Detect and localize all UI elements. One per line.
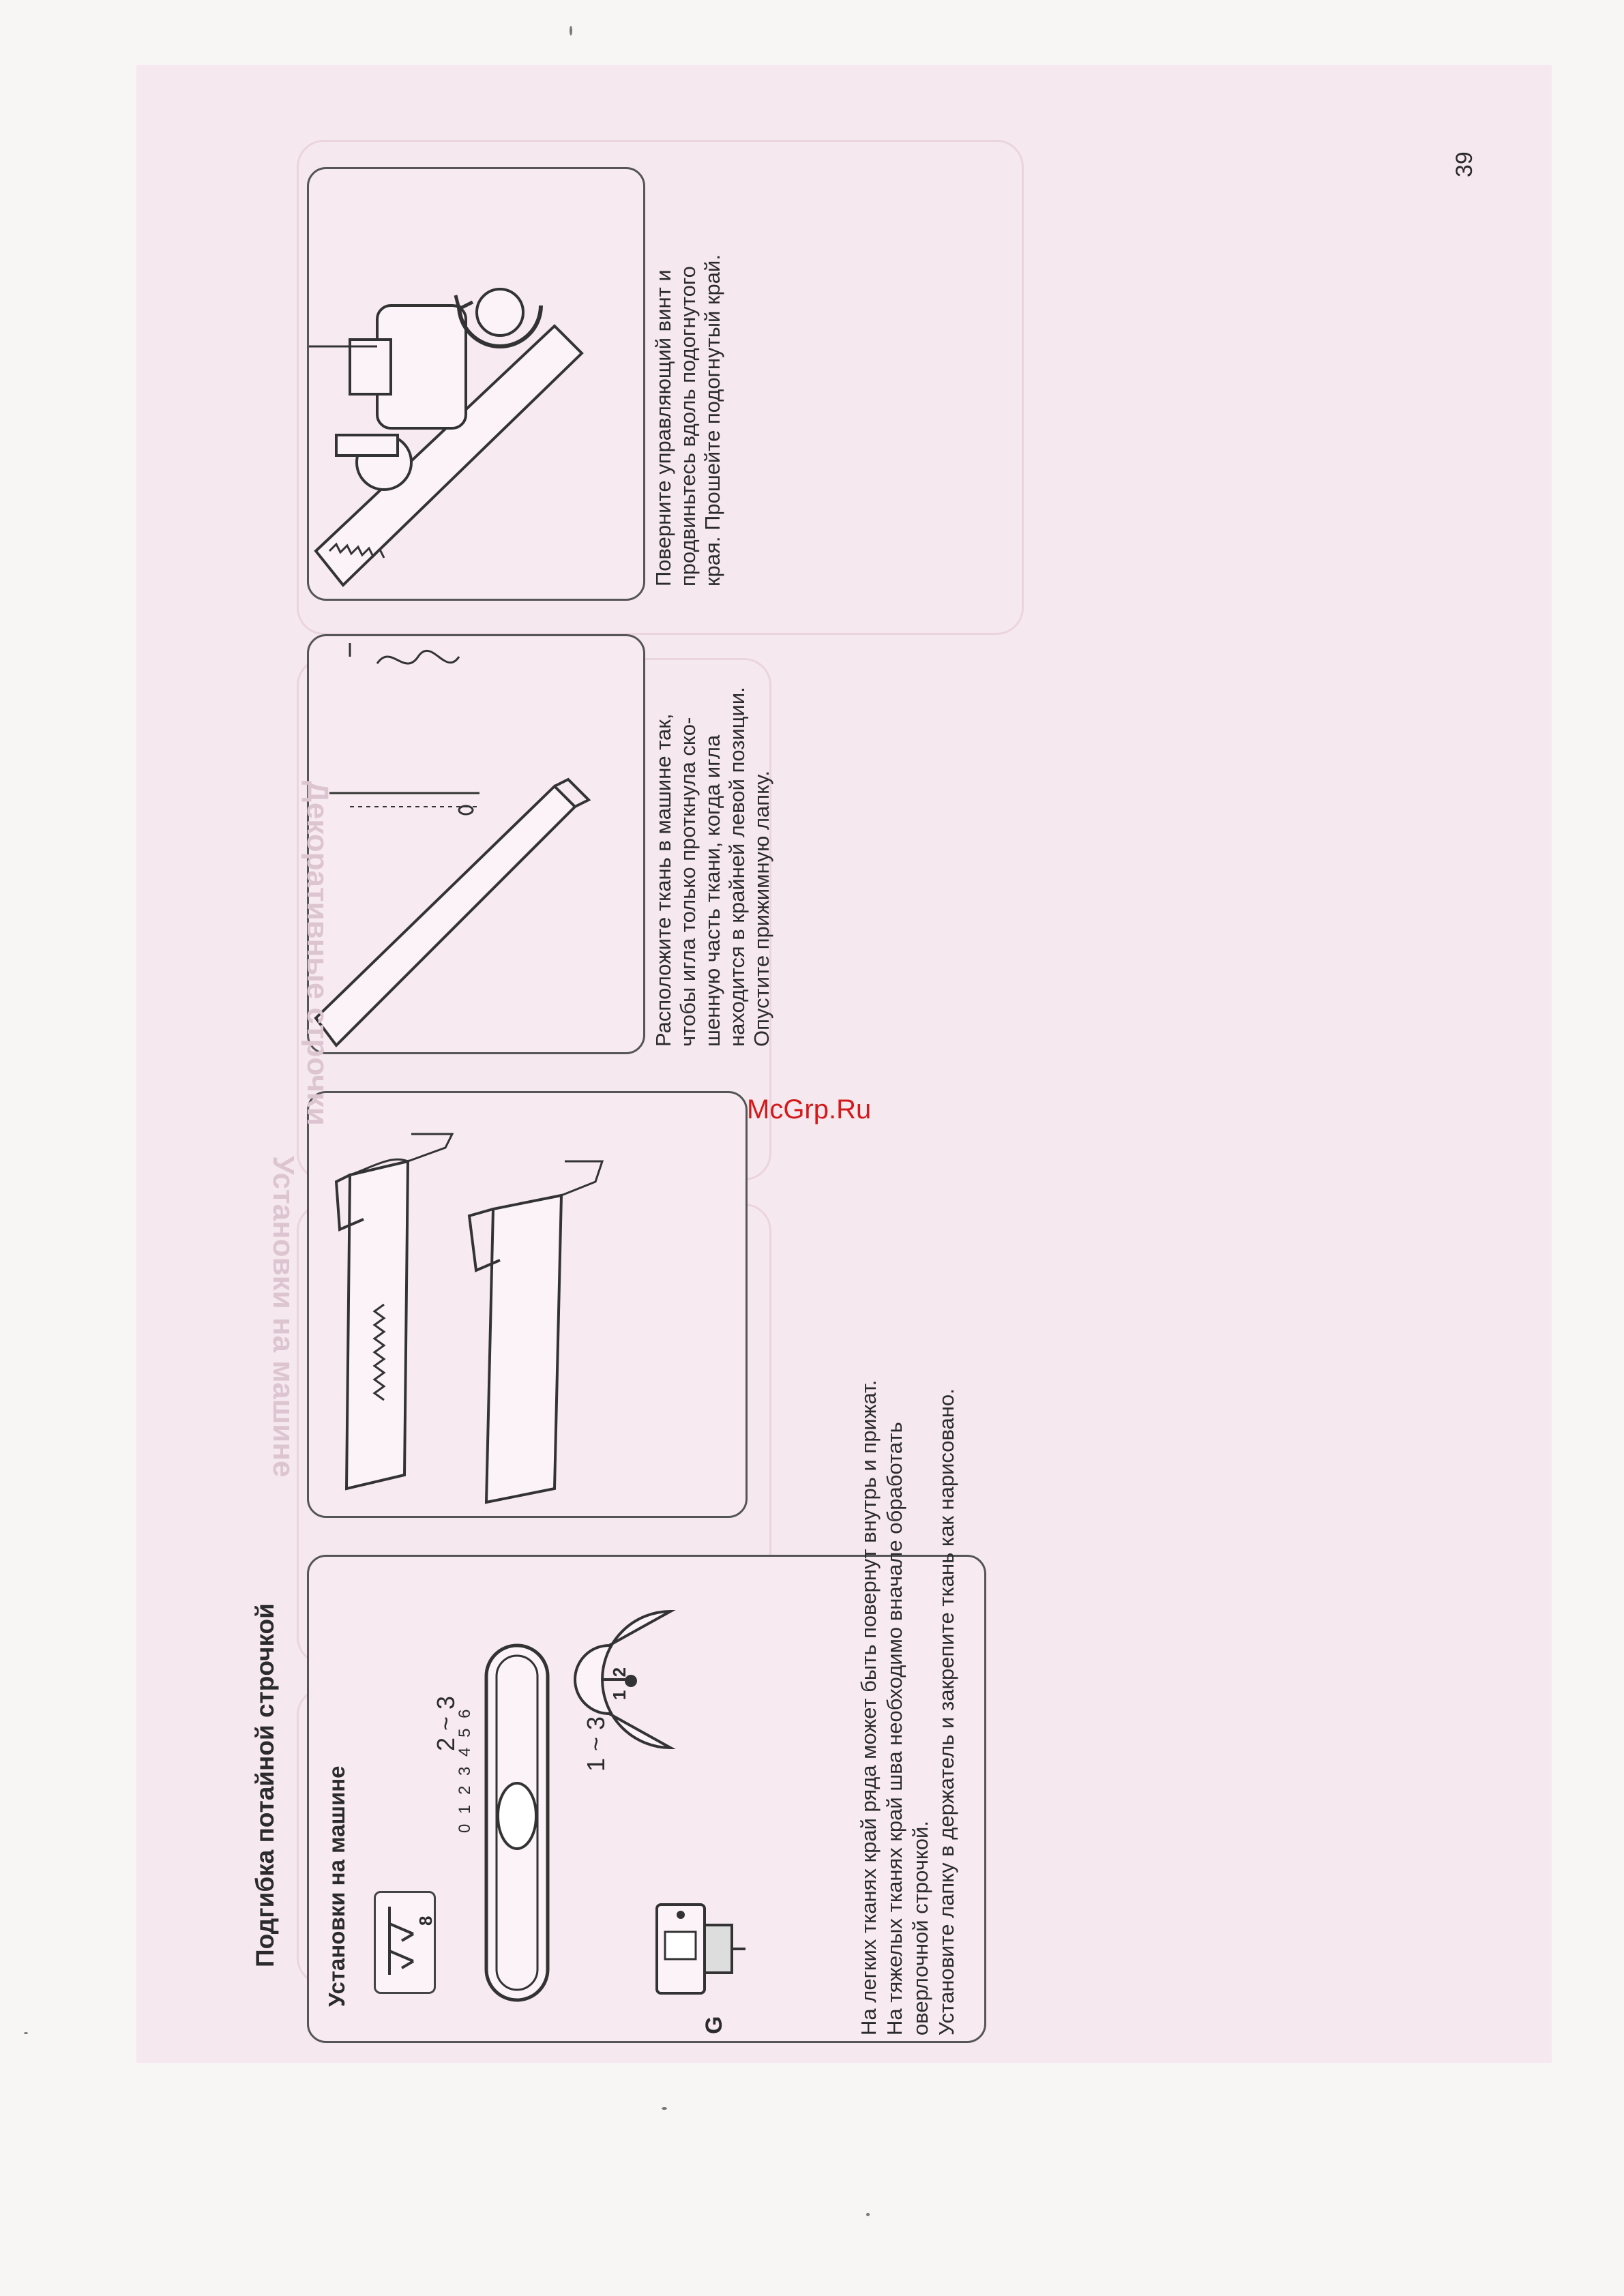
presser-foot-g-icon [650, 1891, 745, 2007]
stitch-width-dial[interactable] [479, 1645, 555, 2000]
fabric-under-needle-illustration [309, 636, 643, 1052]
stitch-number: 8 [415, 1915, 436, 1926]
page-title: Подгибка потайной строчкой [251, 1603, 279, 1967]
scan-speck [662, 2107, 667, 2110]
stitch-length-scale: 1 2 [609, 1663, 630, 1700]
page-number: 39 [1451, 151, 1477, 177]
folded-fabric-illustration [309, 1093, 745, 1516]
scan-speck [570, 26, 572, 35]
step-2-caption: Расположите ткань в машине так, чтобы игла только проткнула ско- шенную часть ткани, когда игла находится в крайней левой позиции. Опустите прижимную лапку. [651, 687, 773, 1047]
settings-heading: Установки на машине [324, 1765, 349, 2007]
guide-screw-illustration [309, 169, 643, 599]
stitch-length-value: 1 ~ 3 [582, 1716, 610, 1772]
fabric-fold-panel [307, 1091, 748, 1518]
step-3-caption: Поверните управляющий винт и продвиньтесь вдоль подогнутого края. Прошейте подогнутый край. [651, 254, 724, 586]
scan-speck [24, 2032, 28, 2034]
positioning-panel [307, 634, 645, 1054]
stitch-width-scale: 0 1 2 3 4 5 6 [456, 1706, 474, 1833]
watermark: McGrp.Ru [747, 1094, 872, 1124]
guide-screw-panel [307, 167, 645, 601]
blind-stitch-icon [376, 1893, 434, 1992]
manual-page [136, 65, 1552, 2063]
bleed-through-text: Установки на машине [267, 1156, 300, 1478]
instructions-text: На легких тканях край ряда может быть повернут внутрь и прижат. На тяжелых тканях край шва необходимо вначале обработать оверлочной строчкой. Установите лапку в держатель и закрепите ткань как нарисовано. [857, 1380, 958, 2036]
scan-speck [866, 2213, 870, 2216]
presser-foot-label: G [701, 2016, 727, 2034]
stitch-pattern-box [374, 1891, 436, 1994]
bleed-through-text: Декоративные строчки [301, 781, 334, 1126]
stitch-width-value: 2 ~ 3 [432, 1695, 460, 1751]
